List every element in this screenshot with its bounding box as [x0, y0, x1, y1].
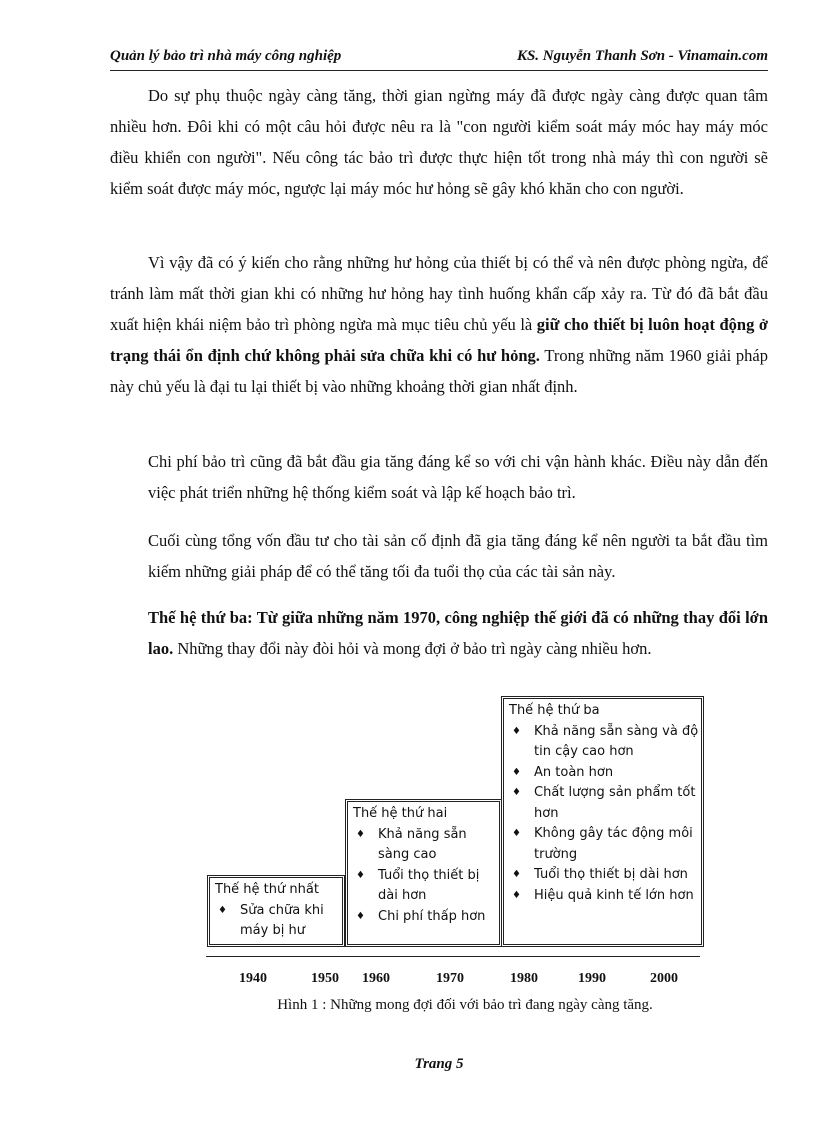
year-label: 1970	[436, 971, 464, 986]
page-header	[110, 46, 768, 71]
generation-item	[348, 907, 499, 928]
timeline-axis	[206, 956, 700, 957]
generation-item	[504, 763, 701, 784]
year-label: 1950	[311, 971, 339, 986]
generation-2-box	[345, 799, 502, 947]
generation-item-text: Chi phí thấp hơn	[378, 908, 486, 924]
generation-item-text: Không gây tác động môi trường	[534, 826, 693, 862]
year-label: 1990	[578, 971, 606, 986]
page-number: Trang 5	[414, 1056, 464, 1072]
paragraph-downtime: Do sự phụ thuộc ngày càng tăng, thời gian ngừng máy đã được ngày càng được quan tâm nhiều hơn. Đôi khi có một câu hỏi được nêu ra là "con người kiểm soát máy móc hay máy móc điều khiển con người". Nếu công tác bảo trì được thực hiện tốt trong nhà máy thì con người sẽ kiểm soát được máy móc, ngược lại máy móc hư hỏng sẽ gây khó khăn cho con người.	[110, 86, 768, 198]
generation-item	[348, 825, 499, 866]
year-label: 1940	[239, 971, 267, 986]
generation-item-text: Tuổi thọ thiết bị dài hơn	[534, 867, 688, 882]
paragraph-maintenance-cost: Chi phí bảo trì cũng đã bắt đầu gia tăng đáng kể so với chi vận hành khác. Điều này dẫn đến việc phát triển những hệ thống kiểm soát và lập kế hoạch bảo trì.	[148, 452, 768, 502]
generation-list	[210, 901, 342, 942]
paragraph-third-generation	[148, 602, 768, 664]
generation-1-box	[207, 875, 345, 947]
paragraph-preventive-maintenance	[110, 247, 768, 402]
diamond-bullet-icon: ♦	[356, 828, 365, 840]
year-label: 2000	[650, 971, 678, 986]
year-label: 1980	[510, 971, 538, 986]
diamond-bullet-icon: ♦	[218, 904, 227, 916]
header-author: KS. Nguyễn Thanh Sơn - Vinamain.com	[516, 48, 768, 64]
paragraph-text: Vì vậy đã có ý kiến cho rằng những hư hỏng của thiết bị có thể và nên được phòng ngừa, để tránh làm mất thời gian khi có những hư hỏng hay tình huống khẩn cấp xảy ra. Từ đó đã bắt đầu xuất hiện khái niệm bảo trì phòng ngừa mà mục tiêu chủ yếu là	[110, 253, 768, 334]
generation-item	[348, 866, 499, 907]
paragraph-emphasis: Thế hệ thứ ba: Từ giữa những năm 1970, công nghiệp thế giới đã có những thay đổi lớn lao.	[148, 608, 768, 658]
generation-item	[504, 722, 701, 763]
generation-item	[210, 901, 342, 942]
generation-item-text: Hiệu quả kinh tế lớn hơn	[534, 887, 694, 903]
generation-list	[348, 825, 499, 928]
generation-item	[504, 886, 701, 907]
diamond-bullet-icon: ♦	[356, 910, 365, 922]
maintenance-generations-figure	[200, 682, 700, 986]
generation-item	[504, 783, 701, 824]
diamond-bullet-icon: ♦	[512, 725, 521, 737]
generation-item-text: An toàn hơn	[534, 764, 614, 780]
generation-item-text: Sửa chữa khi máy bị hư	[240, 902, 324, 938]
figure-caption: Hình 1 : Những mong đợi đối với bảo trì đang ngày càng tăng.	[277, 997, 653, 1013]
diamond-bullet-icon: ♦	[356, 869, 365, 881]
diamond-bullet-icon: ♦	[512, 889, 521, 901]
generation-item-text: Khả năng sẵn sàng cao	[378, 826, 467, 862]
generation-item	[504, 824, 701, 865]
paragraph-text: Trong những năm 1960 giải pháp này chủ yếu là đại tu lại thiết bị vào những khoảng thời gian nhất định.	[110, 346, 768, 396]
paragraph-text: Những thay đổi này đòi hỏi và mong đợi ở bảo trì ngày càng nhiều hơn.	[173, 639, 652, 658]
generation-item-text: Khả năng sẵn sàng và độ tin cậy cao hơn	[534, 723, 699, 759]
diamond-bullet-icon: ♦	[512, 766, 521, 778]
generation-3-box	[501, 696, 704, 947]
generation-list	[504, 722, 701, 907]
generation-item-text: Chất lượng sản phẩm tốt hơn	[534, 785, 696, 821]
generation-title: Thế hệ thứ nhất	[215, 882, 319, 897]
year-label: 1960	[362, 971, 390, 986]
generation-title: Thế hệ thứ hai	[353, 806, 448, 821]
header-document-title: Quản lý bảo trì nhà máy công nghiệp	[110, 48, 342, 64]
diamond-bullet-icon: ♦	[512, 869, 521, 880]
paragraph-capital-investment: Cuối cùng tổng vốn đầu tư cho tài sản cố định đã gia tăng đáng kể nên người ta bắt đầu tìm kiếm những giải pháp để có thể tăng tối đa tuổi thọ của các tài sản này.	[148, 531, 768, 581]
generation-item-text: Tuổi thọ thiết bị dài hơn	[378, 867, 480, 903]
diamond-bullet-icon: ♦	[512, 828, 521, 839]
diamond-bullet-icon: ♦	[512, 787, 521, 798]
paragraph-emphasis: giữ cho thiết bị luôn hoạt động ở trạng thái ổn định chứ không phải sửa chữa khi có hư hỏng.	[110, 315, 768, 365]
generation-title: Thế hệ thứ ba	[509, 703, 600, 718]
generation-item	[504, 865, 701, 886]
